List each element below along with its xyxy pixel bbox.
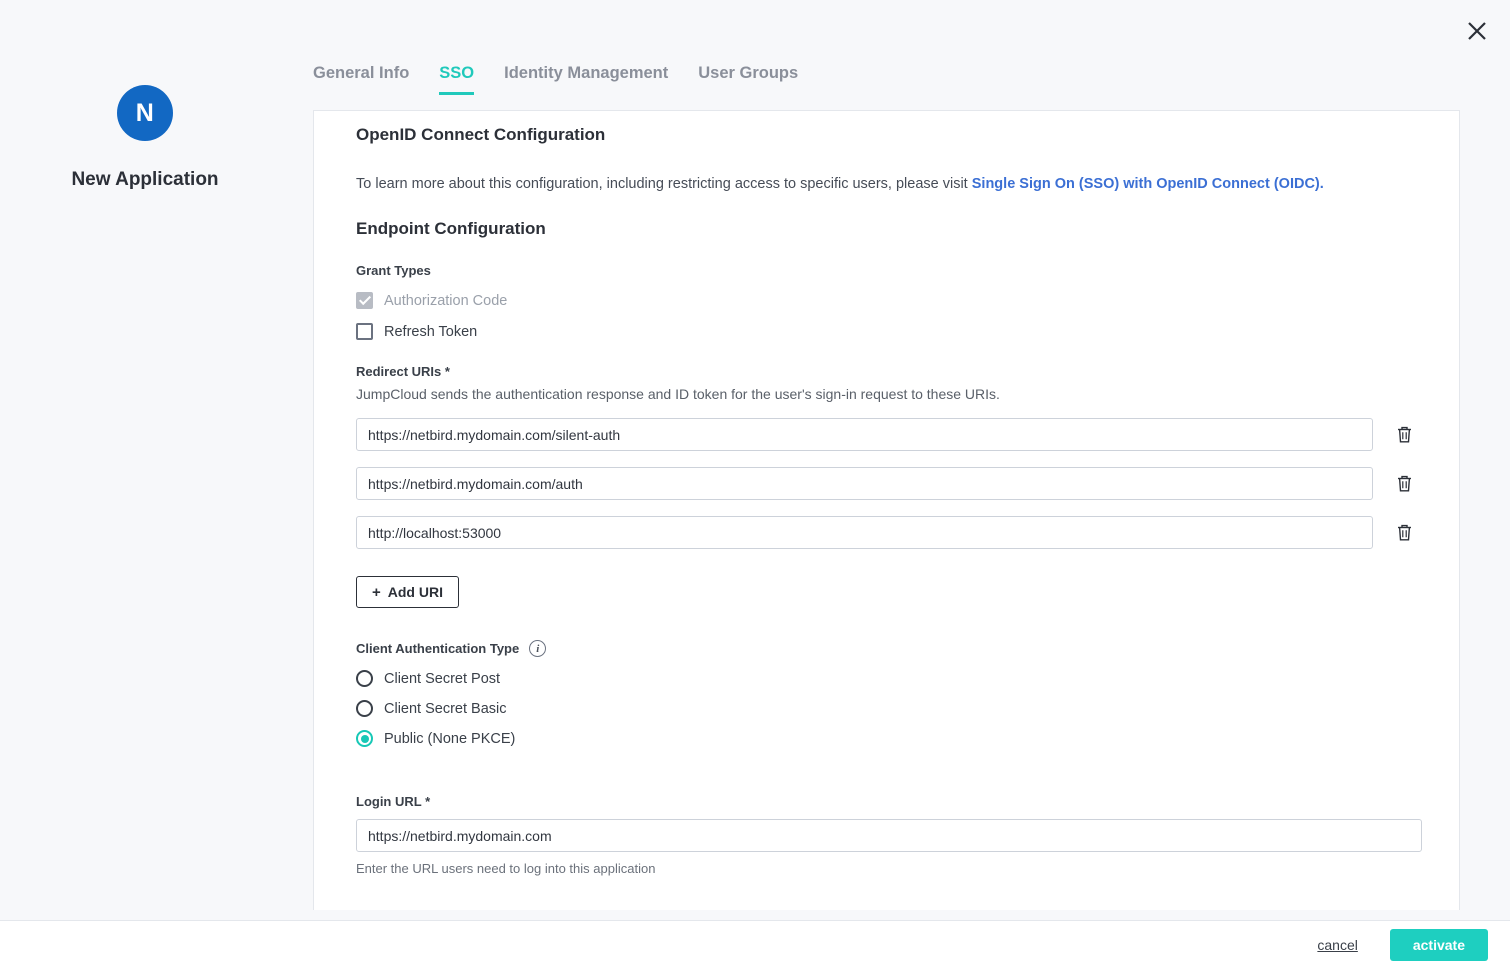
application-sidebar xyxy=(0,0,290,920)
close-icon[interactable] xyxy=(1460,14,1494,48)
redirect-uris-label: Redirect URIs * xyxy=(356,364,450,380)
redirect-uri-input-3[interactable] xyxy=(356,516,1373,549)
redirect-uri-input-2[interactable] xyxy=(356,467,1373,500)
tab-sso[interactable]: SSO xyxy=(439,64,474,95)
client-secret-post-label: Client Secret Post xyxy=(384,670,501,687)
redirect-uri-row xyxy=(356,418,1417,451)
refresh-token-checkbox[interactable] xyxy=(356,323,373,340)
login-url-helper-text: Enter the URL users need to log into this application xyxy=(356,861,656,877)
client-secret-basic-radio[interactable] xyxy=(356,700,373,717)
openid-connect-configuration-heading: OpenID Connect Configuration xyxy=(356,125,606,144)
grant-type-refresh-token-row[interactable] xyxy=(356,323,1417,340)
login-url-input[interactable] xyxy=(356,819,1422,852)
redirect-uri-row xyxy=(356,467,1417,500)
trash-icon[interactable] xyxy=(1393,520,1415,546)
oidc-docs-link[interactable]: Single Sign On (SSO) with OpenID Connect (OIDC). xyxy=(971,176,1324,192)
dialog-footer xyxy=(0,920,1510,969)
redirect-uri-input-1[interactable] xyxy=(356,418,1373,451)
trash-icon[interactable] xyxy=(1393,471,1415,497)
trash-icon[interactable] xyxy=(1393,422,1415,448)
plus-icon: + xyxy=(372,583,381,601)
client-secret-basic-label: Client Secret Basic xyxy=(384,700,507,717)
authorization-code-label: Authorization Code xyxy=(384,292,508,309)
configuration-intro-text xyxy=(356,174,1417,194)
refresh-token-label: Refresh Token xyxy=(384,323,478,340)
client-secret-post-option[interactable] xyxy=(356,670,1417,687)
login-url-label: Login URL * xyxy=(356,794,431,810)
client-secret-post-radio[interactable] xyxy=(356,670,373,687)
tab-general-info[interactable]: General Info xyxy=(313,64,410,82)
info-icon[interactable]: i xyxy=(529,640,546,657)
avatar: N xyxy=(117,85,173,141)
redirect-uri-row xyxy=(356,516,1417,549)
redirect-uris-helper-text: JumpCloud sends the authentication response and ID token for the user's sign-in request to these URIs. xyxy=(356,386,1000,403)
activate-button[interactable]: activate xyxy=(1390,929,1488,961)
public-none-pkce-option[interactable] xyxy=(356,730,1417,747)
client-authentication-type-label: Client Authentication Type xyxy=(356,641,520,657)
add-uri-button[interactable] xyxy=(356,576,459,608)
endpoint-configuration-heading: Endpoint Configuration xyxy=(356,219,546,239)
cancel-button[interactable]: cancel xyxy=(1311,936,1363,954)
intro-text-prefix: To learn more about this configuration, including restricting access to specific users, please visit xyxy=(356,176,972,192)
public-none-pkce-radio[interactable] xyxy=(356,730,373,747)
authorization-code-checkbox xyxy=(356,292,373,309)
client-authentication-type-group xyxy=(356,640,1417,657)
tab-bar xyxy=(313,64,798,95)
grant-type-authorization-code-row[interactable] xyxy=(356,292,1417,309)
login-url-group xyxy=(356,794,1417,876)
page-title: New Application xyxy=(71,169,219,190)
grant-types-label: Grant Types xyxy=(356,263,431,279)
public-none-pkce-label: Public (None PKCE) xyxy=(384,730,516,747)
tab-user-groups[interactable]: User Groups xyxy=(698,64,799,82)
sso-settings-panel xyxy=(313,110,1460,910)
client-secret-basic-option[interactable] xyxy=(356,700,1417,717)
add-uri-label: Add URI xyxy=(387,584,443,601)
tab-identity-management[interactable]: Identity Management xyxy=(504,64,669,82)
